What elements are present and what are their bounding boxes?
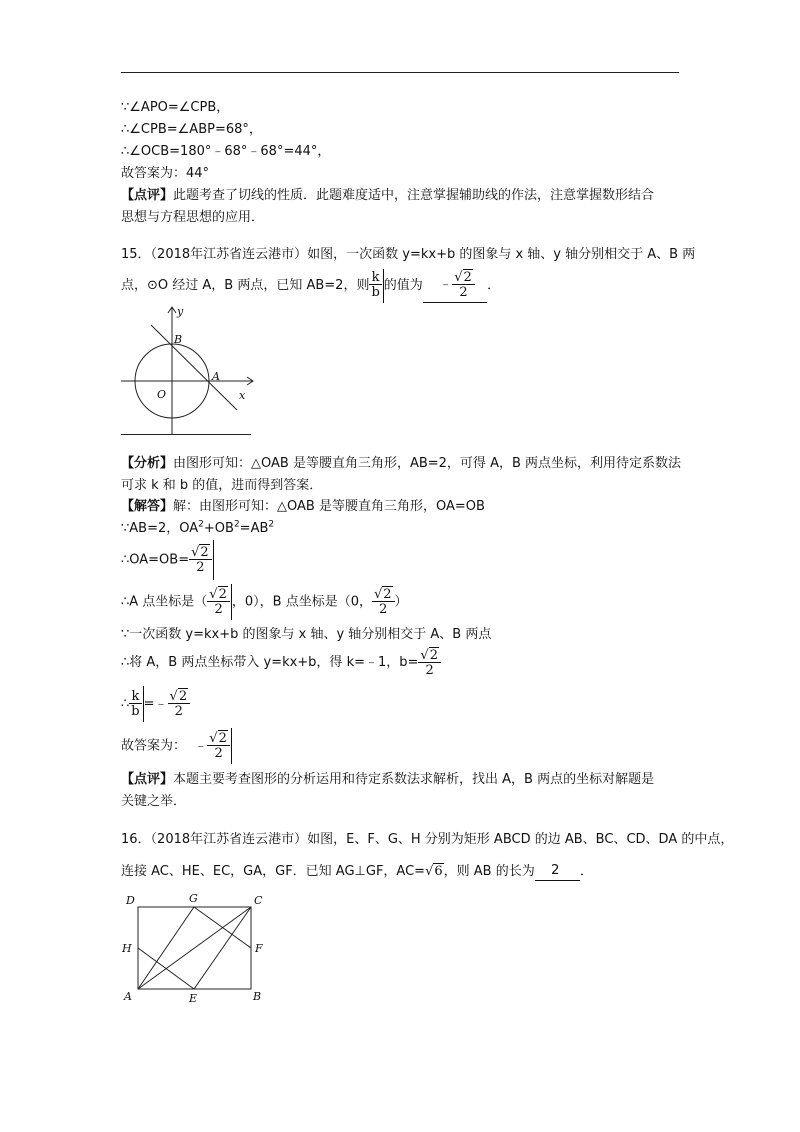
- comment-tag: 【点评】: [121, 772, 174, 787]
- answer-label: 故答案为：: [121, 738, 187, 754]
- analysis-text: 由图形可知：△OAB 是等腰直角三角形，AB=2，可得 A，B 两点坐标，利用待定系数法: [173, 456, 682, 471]
- radicand: 2: [383, 587, 392, 602]
- p15-solution-3: [121, 540, 214, 581]
- label-c: C: [254, 894, 263, 907]
- sol7-a: ∴: [121, 696, 130, 712]
- denominator: 2: [196, 559, 205, 575]
- sol2-a: ∵AB=2，OA: [121, 521, 199, 536]
- p15-solution-2: [121, 520, 274, 538]
- p15-comment-2: 关键之举．: [121, 794, 187, 809]
- sol2-c: =AB: [239, 521, 269, 536]
- p15-solution-6: ∴将 A，B 两点坐标带入 y=kx+b，得 k=﹣1，b= $\frac{√2}{2}$: [121, 645, 441, 681]
- q-text-mid: ，则 AB 的长为: [443, 864, 535, 879]
- sup-a: 2: [198, 519, 204, 530]
- answer-sign: ﹣: [439, 277, 453, 292]
- solution-tag: 【解答】: [121, 499, 174, 514]
- sol4-b: ，0），B 点坐标是（0，: [231, 594, 372, 610]
- sol7-b: =﹣: [143, 696, 168, 712]
- comment-text: 本题主要考查图形的分析运用和待定系数法求解析，找出 A，B 两点的坐标对解题是: [173, 772, 655, 787]
- p15-analysis-2: 可求 k 和 b 的值，进而得到答案．: [121, 478, 323, 493]
- b-denominator: b: [371, 285, 380, 300]
- sol3-text: ∴OA=OB=: [121, 552, 190, 568]
- answer-value: 2: [551, 863, 560, 878]
- p15-figure: [121, 303, 261, 436]
- p14-comment-2: 思想与方程思想的应用．: [121, 210, 265, 225]
- answer-denominator: 2: [459, 284, 468, 300]
- p15-solution-4: ∴A 点坐标是（ $\frac{√2}{2}$ ，0），B 点坐标是（0， $\frac{√2}{2}$ ）: [121, 584, 408, 621]
- radicand: 2: [218, 730, 227, 746]
- sol4-c: ）: [394, 594, 408, 610]
- answer-blank: ﹣ $\frac{√2}{2}$: [423, 268, 487, 303]
- label-y: y: [177, 305, 184, 318]
- p15-solution-7: ∴ $\frac{k}{b}$ =﹣ $\frac{√2}{2}$: [121, 686, 190, 723]
- b: b: [131, 703, 140, 719]
- label-g: G: [189, 892, 198, 905]
- label-o: O: [157, 388, 167, 401]
- denominator: 2: [214, 601, 223, 617]
- segment-ac: [138, 907, 251, 989]
- radicand: 2: [178, 689, 188, 704]
- radicand: 2: [200, 544, 209, 560]
- p14-comment-1: [121, 187, 654, 205]
- answer-blank: [535, 862, 580, 881]
- p15-analysis-1: [121, 455, 681, 473]
- analysis-tag: 【分析】: [121, 456, 174, 471]
- radicand: 2: [429, 647, 438, 663]
- sol2-b: +OB: [203, 521, 234, 536]
- radicand: 2: [218, 586, 227, 602]
- p16-question-line-2: [121, 862, 593, 881]
- sol4-a: ∴A 点坐标是（: [121, 594, 208, 610]
- label-b: B: [253, 990, 262, 1003]
- p14-line-1: ∵∠APO=∠CPB，: [121, 100, 230, 115]
- p15-answer-line: 故答案为： ﹣ $\frac{√2}{2}$: [121, 728, 232, 765]
- denominator: 2: [214, 745, 223, 761]
- p16-figure: [118, 892, 268, 1010]
- p15-question-line-1: 15．（2018年江苏省连云港市）如图，一次函数 y=kx+b 的图象与 x 轴、y 轴分别相交于 A、B 两: [121, 247, 696, 262]
- comment-text: 此题考查了切线的性质．此题难度适中，注意掌握辅助线的作法，注意掌握数形结合: [173, 188, 655, 203]
- label-x: x: [239, 389, 246, 402]
- p15-solution-5: ∵一次函数 y=kx+b 的图象与 x 轴、y 轴分别相交于 A、B 两点: [121, 627, 492, 642]
- p14-line-3: ∴∠OCB=180°﹣68°﹣68°=44°，: [121, 144, 331, 159]
- radicand: 6: [434, 864, 443, 879]
- label-a: A: [212, 370, 220, 383]
- p14-line-4: 故答案为：44°: [121, 166, 210, 181]
- answer-radicand: 2: [463, 269, 472, 285]
- sup-b: 2: [233, 519, 240, 530]
- sqrt-6: √6: [425, 864, 443, 879]
- p15-solution-1: [121, 498, 485, 516]
- segment-ec: [194, 907, 251, 989]
- q-text-end: ．: [487, 278, 501, 293]
- q-text-mid: 的值为: [383, 278, 423, 293]
- denominator: 2: [174, 704, 183, 719]
- sol6-text: ∴将 A，B 两点坐标带入 y=kx+b，得 k=﹣1，b=: [121, 655, 419, 670]
- k-numerator: k: [369, 271, 381, 285]
- label-b: B: [174, 333, 183, 346]
- p15-question-line-2: [121, 268, 500, 303]
- solution-text: 解：由图形可知：△OAB 是等腰直角三角形，OA=OB: [173, 499, 485, 514]
- denominator: 2: [425, 662, 434, 678]
- q-text: 点，⊙O 经过 A，B 两点，已知 AB=2，则: [121, 278, 370, 293]
- q-text-end: ．: [579, 864, 593, 879]
- comment-tag: 【点评】: [121, 188, 174, 203]
- p16-question-line-1: 16．（2018年江苏省连云港市）如图，E、F、G、H 分别为矩形 ABCD 的边 AB、BC、CD、DA 的中点，: [121, 832, 734, 847]
- k: k: [129, 690, 141, 704]
- header-rule: [121, 72, 679, 73]
- sup-c: 2: [268, 519, 275, 530]
- label-f: F: [255, 942, 263, 955]
- denominator: 2: [379, 602, 388, 617]
- label-h: H: [122, 942, 132, 955]
- answer-sign: ﹣: [194, 738, 208, 754]
- label-a: A: [124, 990, 132, 1003]
- oa-value: $\frac{√2}{2}$: [189, 540, 214, 580]
- figure-rule: [121, 434, 251, 435]
- label-d: D: [126, 894, 135, 907]
- p14-line-2: ∴∠CPB=∠ABP=68°，: [121, 122, 262, 137]
- label-e: E: [189, 992, 198, 1005]
- q-text: 连接 AC、HE、EC，GA，GF．已知 AG⊥GF，AC=: [121, 864, 426, 879]
- segment-ga: [138, 907, 194, 989]
- k-over-b-abs: [369, 269, 383, 303]
- p15-comment-1: [121, 771, 654, 789]
